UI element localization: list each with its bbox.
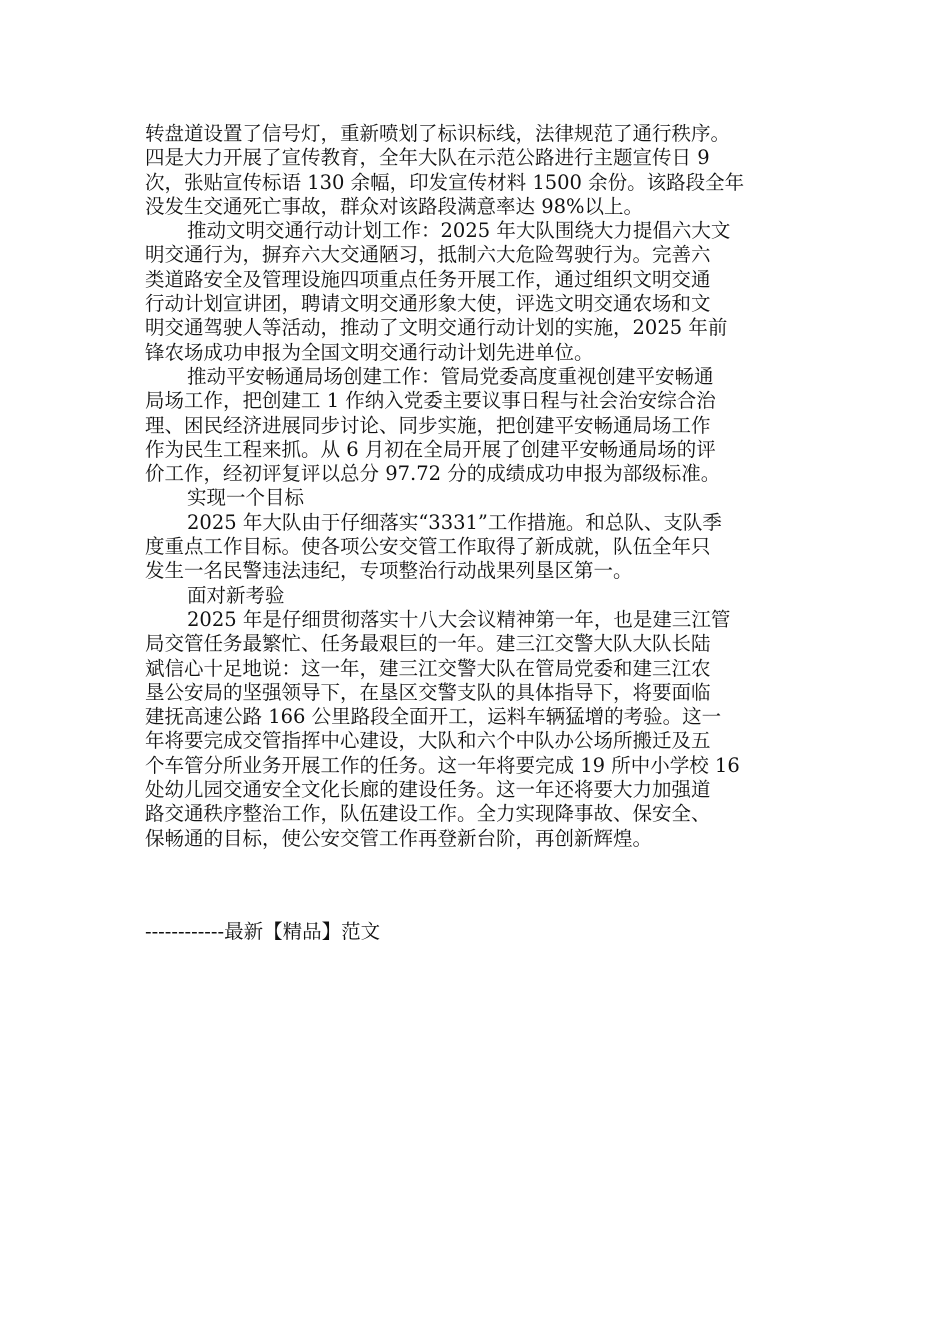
text-line: 发生一名民警违法违纪，专项整治行动战果列垦区第一。 xyxy=(145,559,633,583)
text-line: 四是大力开展了宣传教育，全年大队在示范公路进行主题宣传日 9 xyxy=(145,146,710,170)
text-line: 年将要完成交管指挥中心建设，大队和六个中队办公场所搬迁及五 xyxy=(145,729,711,753)
text-line: 面对新考验 xyxy=(187,583,285,607)
text-line: 价工作，经初评复评以总分 97.72 分的成绩成功申报为部级标准。 xyxy=(145,462,721,486)
text-line: 路交通秩序整治工作，队伍建设工作。全力实现降事故、保安全、 xyxy=(145,802,711,826)
text-line: 次，张贴宣传标语 130 余幅，印发宣传材料 1500 余份。该路段全年 xyxy=(145,170,745,194)
text-line: 推动文明交通行动计划工作：2025 年大队围绕大力提倡六大文 xyxy=(187,219,731,243)
text-line: 度重点工作目标。使各项公安交管工作取得了新成就，队伍全年只 xyxy=(145,535,711,559)
text-line: 行动计划宣讲团，聘请文明交通形象大使，评选文明交通农场和文 xyxy=(145,292,711,316)
text-line: 没发生交通死亡事故，群众对该路段满意率达 98%以上。 xyxy=(145,194,644,218)
text-line: 作为民生工程来抓。从 6 月初在全局开展了创建平安畅通局场的评 xyxy=(145,437,716,461)
text-line: 保畅通的目标，使公安交管工作再登新台阶，再创新辉煌。 xyxy=(145,826,653,850)
text-line: 明交通行为，摒弃六大交通陋习，抵制六大危险驾驶行为。完善六 xyxy=(145,243,711,267)
text-line: 推动平安畅通局场创建工作：管局党委高度重视创建平安畅通 xyxy=(187,364,714,388)
text-line: 锋农场成功申报为全国文明交通行动计划先进单位。 xyxy=(145,340,594,364)
text-line: 2025 年是仔细贯彻落实十八大会议精神第一年，也是建三江管 xyxy=(187,607,731,631)
text-line: 类道路安全及管理设施四项重点任务开展工作，通过组织文明交通 xyxy=(145,267,711,291)
footer-text: ------------最新【精品】范文 xyxy=(145,920,381,943)
text-line: 实现一个目标 xyxy=(187,486,305,510)
text-line: 垦公安局的坚强领导下，在垦区交警支队的具体指导下，将要面临 xyxy=(145,680,711,704)
text-line: 理、困民经济进展同步讨论、同步实施，把创建平安畅通局场工作 xyxy=(145,413,711,437)
text-line: 明交通驾驶人等活动，推动了文明交通行动计划的实施，2025 年前 xyxy=(145,316,728,340)
text-line: 局场工作，把创建工 1 作纳入党委主要议事日程与社会治安综合治 xyxy=(145,389,716,413)
text-line: 建抚高速公路 166 公里路段全面开工，运料车辆猛增的考验。这一 xyxy=(145,705,722,729)
text-line: 个车管分所业务开展工作的任务。这一年将要完成 19 所中小学校 16 xyxy=(145,753,740,777)
text-line: 斌信心十足地说：这一年，建三江交警大队在管局党委和建三江农 xyxy=(145,656,711,680)
text-line: 2025 年大队由于仔细落实“3331”工作措施。和总队、支队季 xyxy=(187,510,722,534)
text-line: 局交管任务最繁忙、任务最艰巨的一年。建三江交警大队大队长陆 xyxy=(145,632,711,656)
text-line: 转盘道设置了信号灯，重新喷划了标识标线，法律规范了通行秩序。 xyxy=(145,122,731,145)
document-body xyxy=(145,122,813,851)
text-line: 处幼儿园交通安全文化长廊的建设任务。这一年还将要大力加强道 xyxy=(145,778,711,802)
